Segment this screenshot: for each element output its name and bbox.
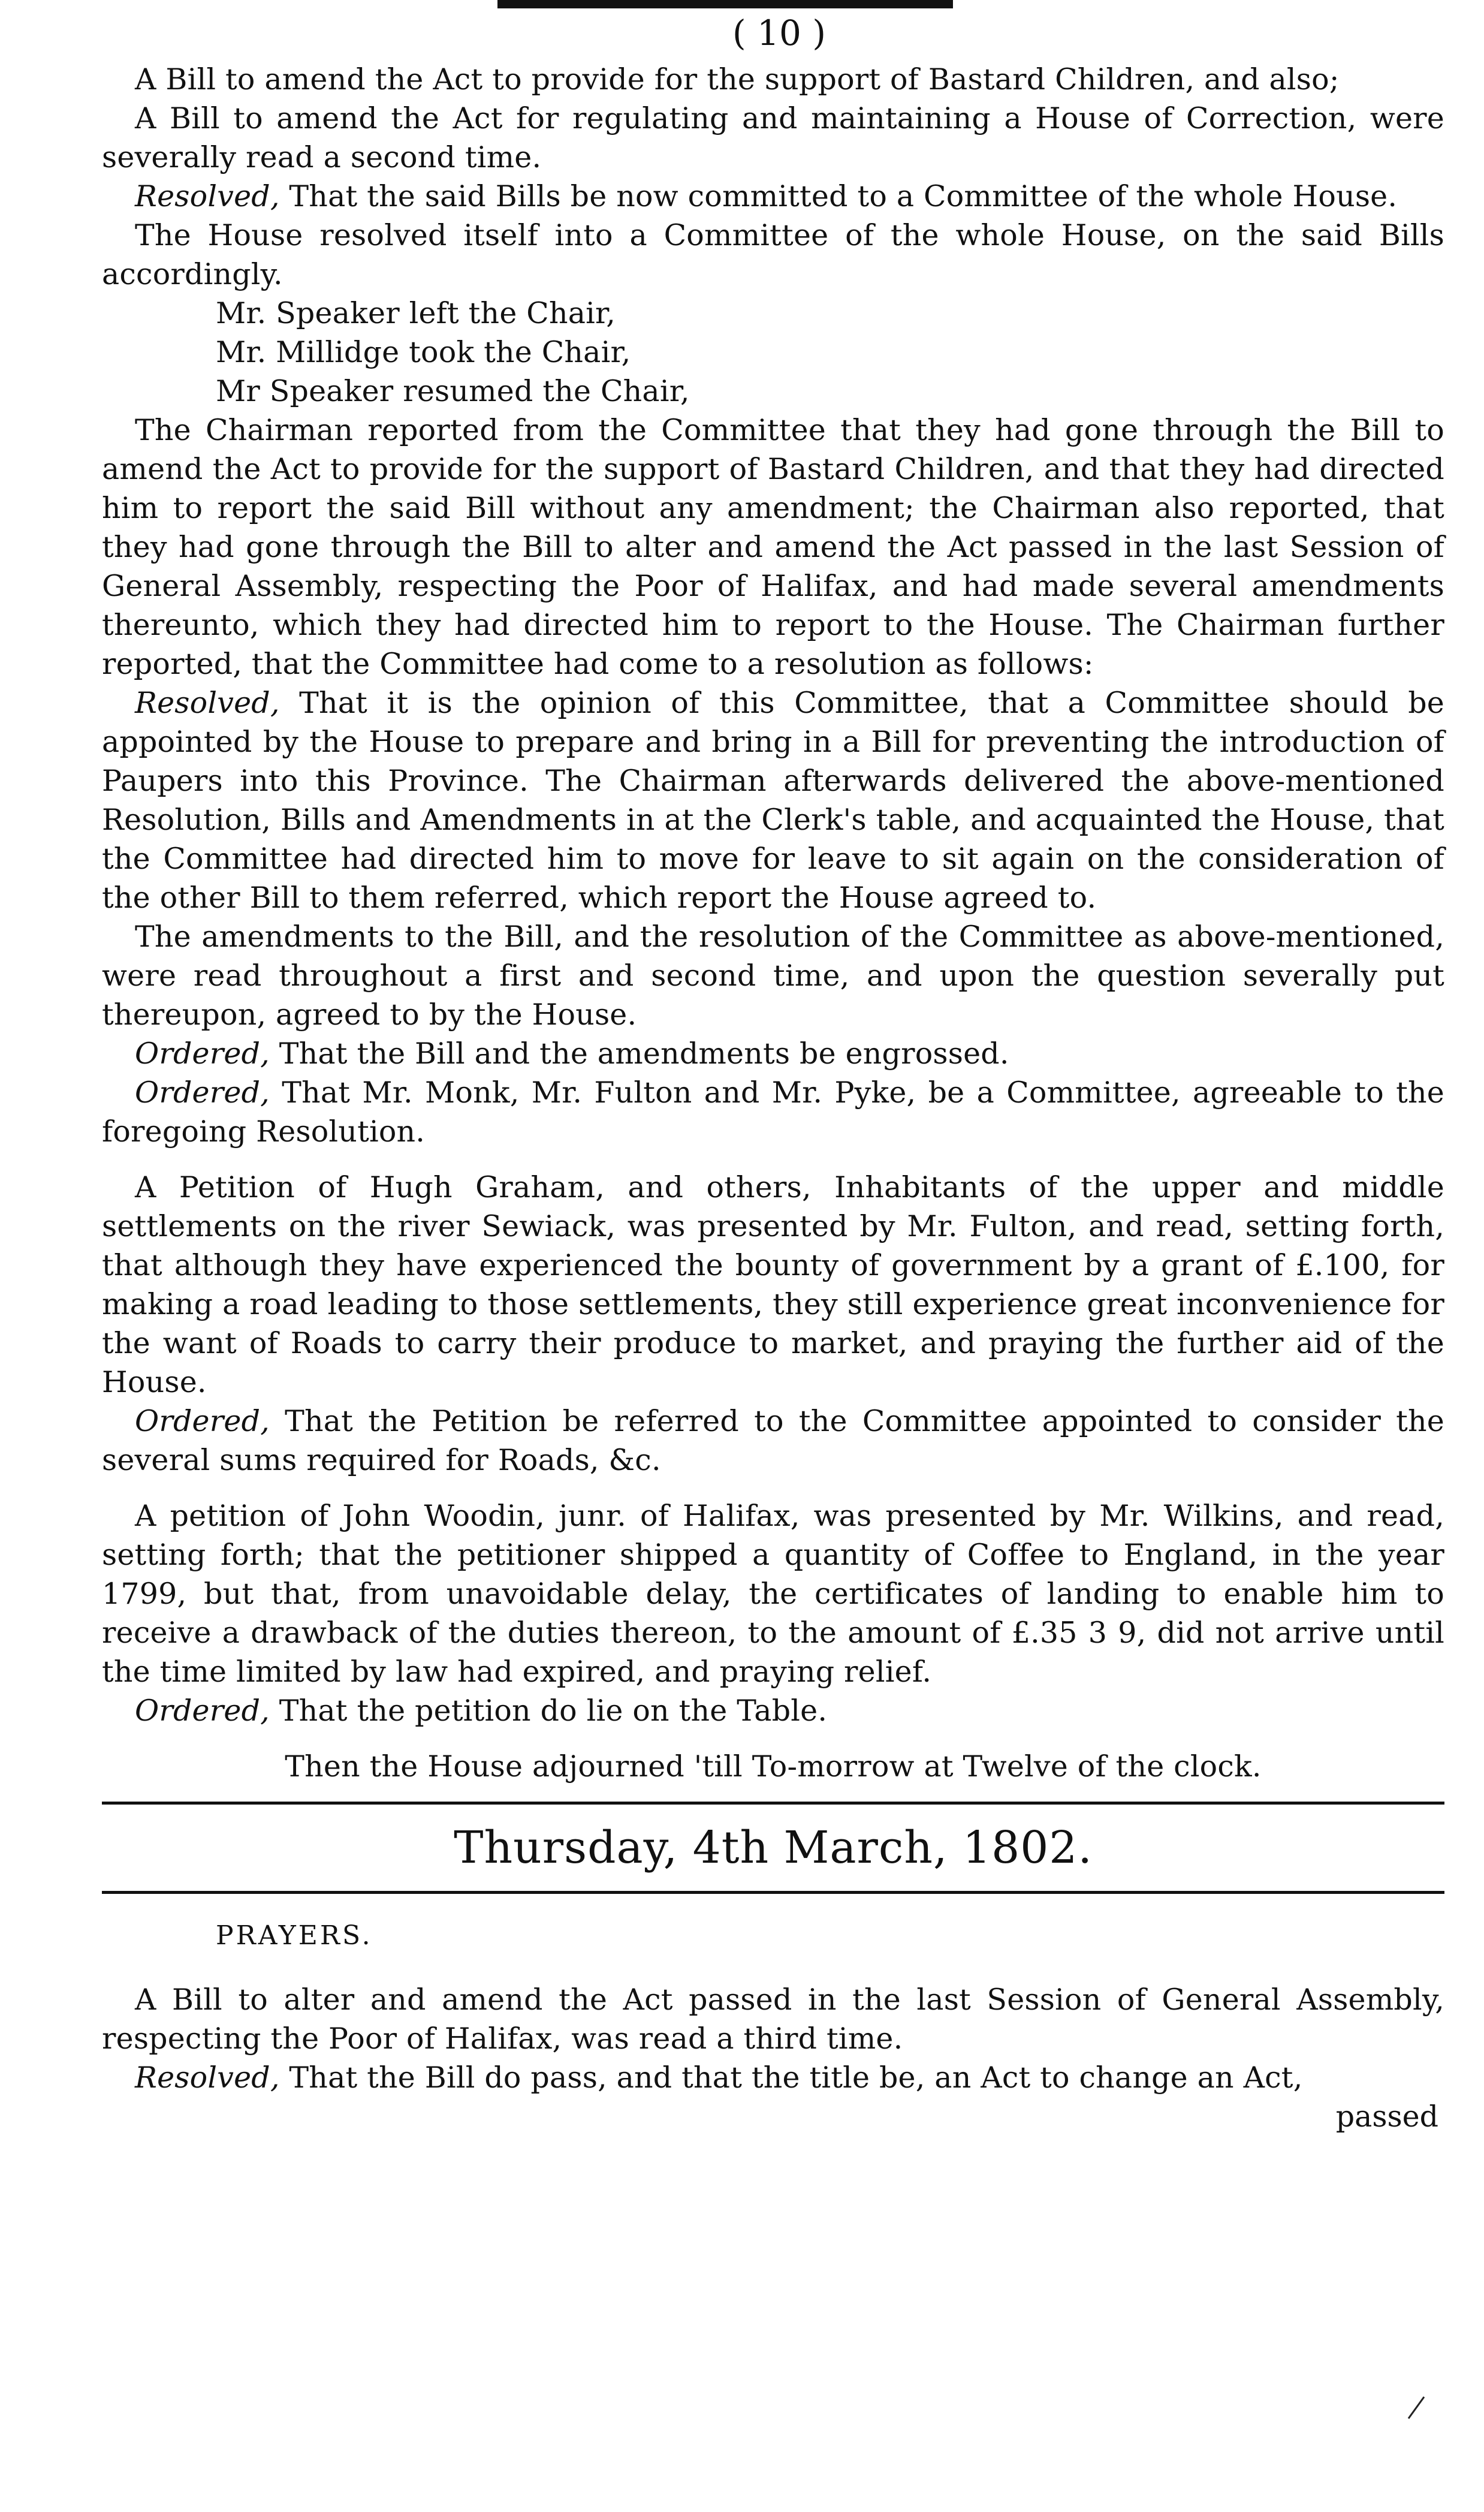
ordered-label: Ordered,: [135, 1076, 270, 1110]
resolved-label: Resolved,: [135, 179, 280, 213]
catchword: passed: [1335, 2100, 1438, 2134]
paragraph-graham-petition: A Petition of Hugh Graham, and others, Inhabitants of the upper and middle settlements on the river Sewiack, was presented by Mr. Fulton, and read, setting forth, that although they have experienced the bounty of government by a grant of £.100, for making a road leading to those settlements, they still experience great inconvenience for the want of Roads to carry their produce to market, and praying the further aid of the House.: [102, 1170, 1444, 1399]
paragraph-resolved-committed: [102, 177, 1444, 216]
pen-stroke-mark: [1402, 2392, 1432, 2422]
paragraph-poor-bill-third: A Bill to alter and amend the Act passed in the last Session of General Assembly, respecting the Poor of Halifax, was read a third time.: [102, 1983, 1444, 2056]
ordered-text: That the petition do lie on the Table.: [279, 1694, 828, 1728]
page-number: ( 10 ): [732, 13, 826, 53]
paragraph-ordered-committee: [102, 1073, 1444, 1151]
paragraph-ordered-roads: [102, 1402, 1444, 1480]
paragraph-resolved-pass: [102, 2058, 1444, 2097]
millidge-took-chair: Mr. Millidge took the Chair,: [216, 335, 631, 369]
paragraph-ordered-engrossed: [102, 1034, 1444, 1073]
prayers-heading: PRAYERS.: [216, 1920, 373, 1951]
ordered-text: That Mr. Monk, Mr. Fulton and Mr. Pyke, be a Committee, agreeable to the foregoing Resolution.: [102, 1076, 1444, 1149]
ordered-label: Ordered,: [135, 1694, 270, 1728]
resolved-text: That the Bill do pass, and that the title be, an Act to change an Act,: [289, 2061, 1303, 2095]
date-heading: Thursday, 4th March, 1802.: [454, 1822, 1093, 1874]
resolved-label: Resolved,: [135, 2061, 280, 2095]
resolved-text: That it is the opinion of this Committee, that a Committee should be appointed by the House to prepare and bring in a Bill for preventing the introduction of Paupers into this Province. The Chairman afterwards delivered the above-mentioned Resolution, Bills and Amendments in at the Clerk's table, and acquainted the House, that the Committee had directed him to move for leave to sit again on the consideration of the other Bill to them referred, which report the House agreed to.: [102, 686, 1445, 915]
resolved-label: Resolved,: [135, 686, 280, 720]
paragraph-adjourned: Then the House adjourned 'till To-morrow at Twelve of the clock.: [285, 1749, 1262, 1784]
ordered-label: Ordered,: [135, 1404, 270, 1438]
paragraph-amendments-read: The amendments to the Bill, and the resolution of the Committee as above-mentioned, were read throughout a first and second time, and upon the question severally put thereupon, agreed to by the House.: [102, 920, 1444, 1032]
resolved-text: That the said Bills be now committed to a Committee of the whole House.: [289, 179, 1398, 213]
top-rule: [497, 0, 953, 8]
ordered-label: Ordered,: [135, 1037, 270, 1071]
document-page: [102, 0, 1456, 2512]
paragraph-resolved-paupers: [102, 683, 1444, 917]
ordered-text: That the Bill and the amendments be engrossed.: [279, 1037, 1009, 1071]
paragraph-correction-bill: A Bill to amend the Act for regulating and maintaining a House of Correction, were severally read a second time.: [102, 101, 1444, 174]
paragraph-woodin-petition: A petition of John Woodin, junr. of Halifax, was presented by Mr. Wilkins, and read, setting forth; that the petitioner shipped a quantity of Coffee to England, in the year 1799, but that, from unavoidable delay, the certificates of landing to enable him to receive a drawback of the duties thereon, to the amount of £.35 3 9, did not arrive until the time limited by law had expired, and praying relief.: [102, 1499, 1444, 1689]
section-rule-bottom: [102, 1891, 1444, 1894]
paragraph-chairman-report: The Chairman reported from the Committee that they had gone through the Bill to amend the Act to provide for the support of Bastard Children, and that they had directed him to report the said Bill without any amendment; the Chairman also reported, that they had gone through the Bill to alter and amend the Act passed in the last Session of General Assembly, respecting the Poor of Halifax, and had made several amendments thereunto, which they had directed him to report to the House. The Chairman further reported, that the Committee had come to a resolution as follows:: [102, 413, 1444, 681]
paragraph-ordered-table: [102, 1691, 1444, 1730]
speaker-left-chair: Mr. Speaker left the Chair,: [216, 296, 616, 330]
journal-body: [102, 60, 1444, 2136]
paragraph-bastard-bill: A Bill to amend the Act to provide for the support of Bastard Children, and also;: [135, 62, 1340, 97]
ordered-text: That the Petition be referred to the Committee appointed to consider the several sums required for Roads, &c.: [102, 1404, 1444, 1477]
speaker-resumed-chair: Mr Speaker resumed the Chair,: [216, 374, 690, 408]
paragraph-committee-whole: The House resolved itself into a Committee of the whole House, on the said Bills accordingly.: [102, 218, 1444, 291]
section-rule-top: [102, 1802, 1444, 1805]
